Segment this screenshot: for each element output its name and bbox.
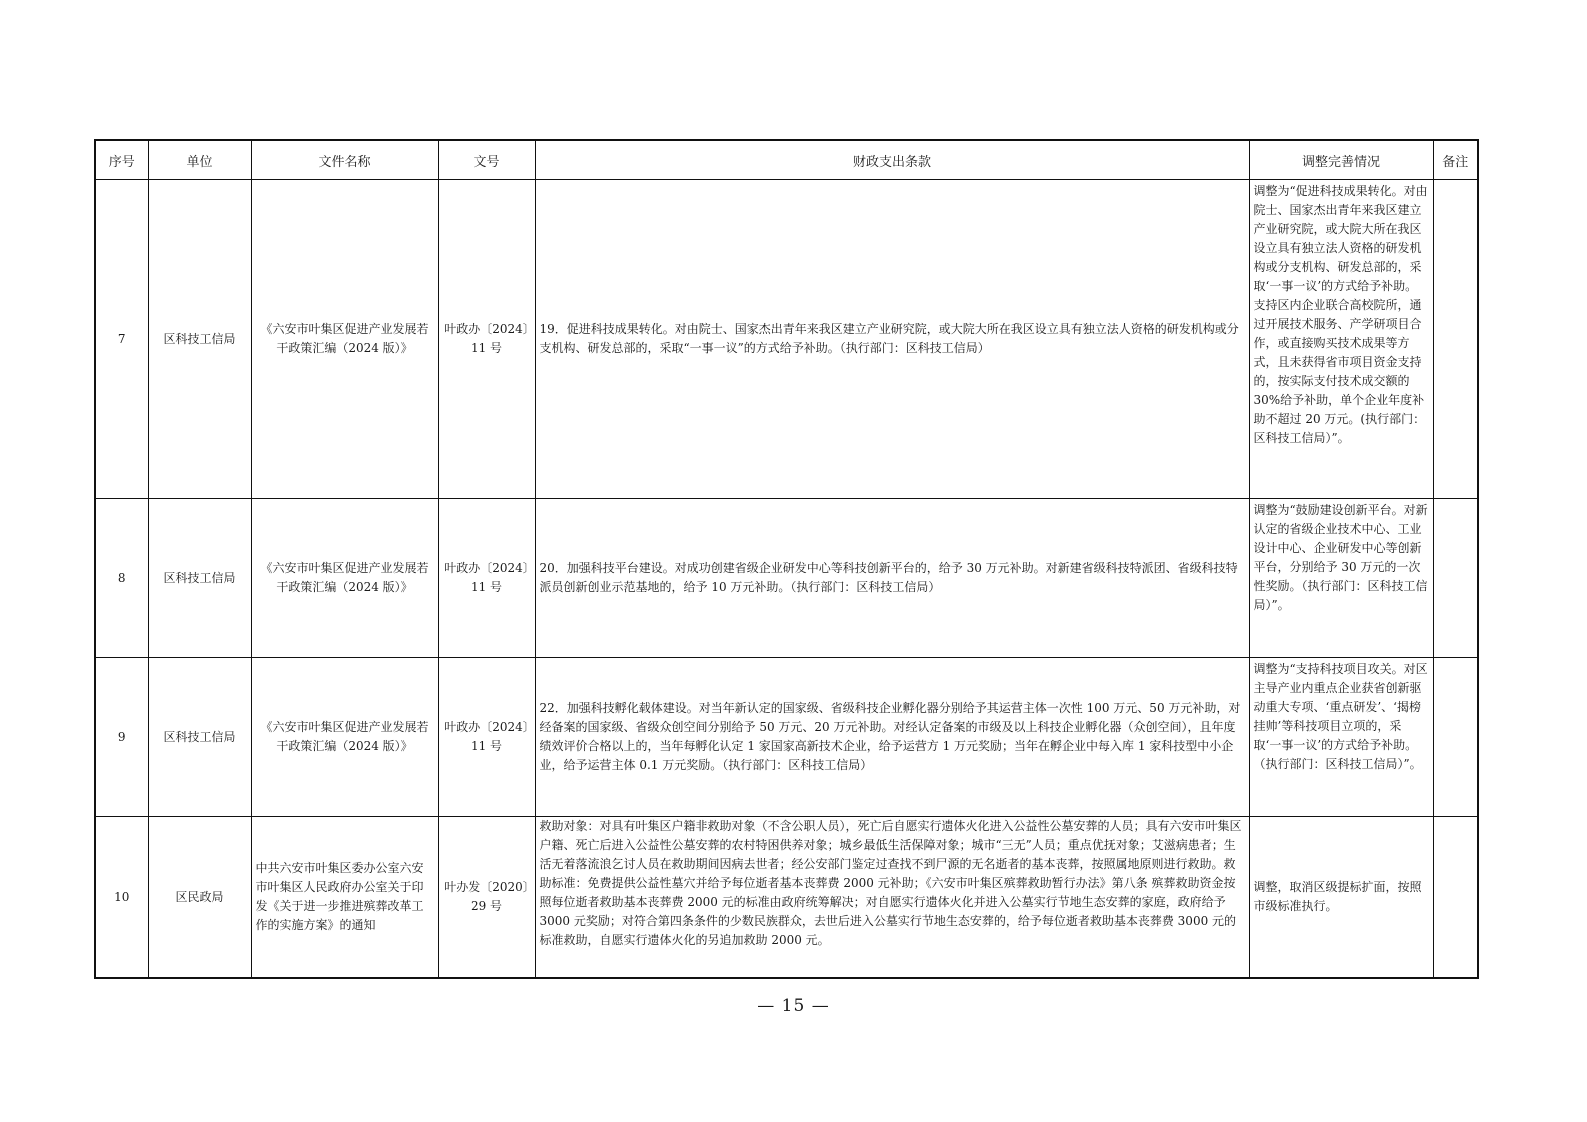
header-adjustment: 调整完善情况 xyxy=(1249,140,1433,180)
header-terms: 财政支出条款 xyxy=(535,140,1249,180)
cell-doc-no: 叶政办〔2024〕11 号 xyxy=(438,658,535,817)
cell-unit: 区科技工信局 xyxy=(148,180,251,499)
cell-unit: 区科技工信局 xyxy=(148,499,251,658)
page-number: — 15 — xyxy=(757,996,830,1016)
table-row xyxy=(95,180,1478,499)
cell-adjustment: 调整，取消区级提标扩面，按照市级标准执行。 xyxy=(1249,817,1433,979)
cell-terms: 19．促进科技成果转化。对由院士、国家杰出青年来我区建立产业研究院，或大院大所在我区设立具有独立法人资格的研发机构或分支机构、研发总部的，采取“一事一议”的方式给予补助。（执行部门：区科技工信局） xyxy=(535,180,1249,499)
cell-remarks xyxy=(1433,180,1478,499)
table-row xyxy=(95,658,1478,817)
cell-doc-no: 叶政办〔2024〕11 号 xyxy=(438,499,535,658)
cell-remarks xyxy=(1433,499,1478,658)
cell-terms: 20．加强科技平台建设。对成功创建省级企业研发中心等科技创新平台的，给予 30 万元补助。对新建省级科技特派团、省级科技特派员创新创业示范基地的，给予 10 万元补助。（执行部门：区科技工信局） xyxy=(535,499,1249,658)
cell-adjustment: 调整为“鼓励建设创新平台。对新认定的省级企业技术中心、工业设计中心、企业研发中心等创新平台，分别给予 30 万元的一次性奖励。（执行部门：区科技工信局）”。 xyxy=(1249,499,1433,658)
header-remarks: 备注 xyxy=(1433,140,1478,180)
cell-terms: 22．加强科技孵化载体建设。对当年新认定的国家级、省级科技企业孵化器分别给予其运营主体一次性 100 万元、50 万元补助，对经备案的国家级、省级众创空间分别给予 50 万元、20 万元补助。对经认定备案的市级及以上科技企业孵化器（众创空间），且年度绩效评价合格以上的，当年每孵化认定 1 家国家高新技术企业，给予运营方 1 万元奖励；当年在孵企业中每入库 1 家科技型中小企业，给予运营主体 0.1 万元奖励。（执行部门：区科技工信局） xyxy=(535,658,1249,817)
header-doc-no: 文号 xyxy=(438,140,535,180)
cell-seq: 9 xyxy=(95,658,148,817)
cell-file-name: 中共六安市叶集区委办公室六安市叶集区人民政府办公室关于印发《关于进一步推进殡葬改革工作的实施方案》的通知 xyxy=(251,817,438,979)
table-row xyxy=(95,499,1478,658)
cell-file-name: 《六安市叶集区促进产业发展若干政策汇编（2024 版）》 xyxy=(251,658,438,817)
cell-doc-no: 叶办发〔2020〕29 号 xyxy=(438,817,535,979)
header-seq: 序号 xyxy=(95,140,148,180)
cell-file-name: 《六安市叶集区促进产业发展若干政策汇编（2024 版）》 xyxy=(251,180,438,499)
header-file-name: 文件名称 xyxy=(251,140,438,180)
cell-adjustment: 调整为“支持科技项目攻关。对区主导产业内重点企业获省创新驱动重大专项、‘重点研发’、‘揭榜挂帅’等科技项目立项的，采取‘一事一议’的方式给予补助。（执行部门：区科技工信局）”。 xyxy=(1249,658,1433,817)
cell-seq: 10 xyxy=(95,817,148,979)
header-unit: 单位 xyxy=(148,140,251,180)
table-row xyxy=(95,817,1478,979)
cell-file-name: 《六安市叶集区促进产业发展若干政策汇编（2024 版）》 xyxy=(251,499,438,658)
table-header-row xyxy=(95,140,1478,180)
cell-unit: 区民政局 xyxy=(148,817,251,979)
cell-unit: 区科技工信局 xyxy=(148,658,251,817)
policy-table xyxy=(94,139,1479,979)
cell-seq: 7 xyxy=(95,180,148,499)
cell-doc-no: 叶政办〔2024〕11 号 xyxy=(438,180,535,499)
cell-adjustment: 调整为“促进科技成果转化。对由院士、国家杰出青年来我区建立产业研究院，或大院大所在我区设立具有独立法人资格的研发机构或分支机构、研发总部的，采取‘一事一议’的方式给予补助。支持区内企业联合高校院所，通过开展技术服务、产学研项目合作，或直接购买技术成果等方式，且未获得省市项目资金支持的，按实际支付技术成交额的 30%给予补助，单个企业年度补助不超过 20 万元。(执行部门：区科技工信局）”。 xyxy=(1249,180,1433,499)
cell-remarks xyxy=(1433,658,1478,817)
cell-terms: 救助对象：对具有叶集区户籍非救助对象（不含公职人员），死亡后自愿实行遗体火化进入公益性公墓安葬的人员；具有六安市叶集区户籍、死亡后进入公益性公墓安葬的农村特困供养对象；城乡最低生活保障对象；城市“三无”人员；重点优抚对象；艾滋病患者；生活无着落流浪乞讨人员在救助期间因病去世者；经公安部门鉴定过查找不到尸源的无名逝者的基本丧葬，按照属地原则进行救助。救助标准：免费提供公益性墓穴并给予每位逝者基本丧葬费 2000 元补助；《六安市叶集区殡葬救助暂行办法》第八条 殡葬救助资金按照每位逝者救助基本丧葬费 2000 元的标准由政府统筹解决；对自愿实行遗体火化并进入公墓实行节地生态安葬的家庭，政府给予 3000 元奖励；对符合第四条条件的少数民族群众，去世后进入公墓实行节地生态安葬的，给予每位逝者救助基本丧葬费 3000 元的标准救助，自愿实行遗体火化的另追加救助 2000 元。 xyxy=(535,817,1249,979)
cell-remarks xyxy=(1433,817,1478,979)
cell-seq: 8 xyxy=(95,499,148,658)
